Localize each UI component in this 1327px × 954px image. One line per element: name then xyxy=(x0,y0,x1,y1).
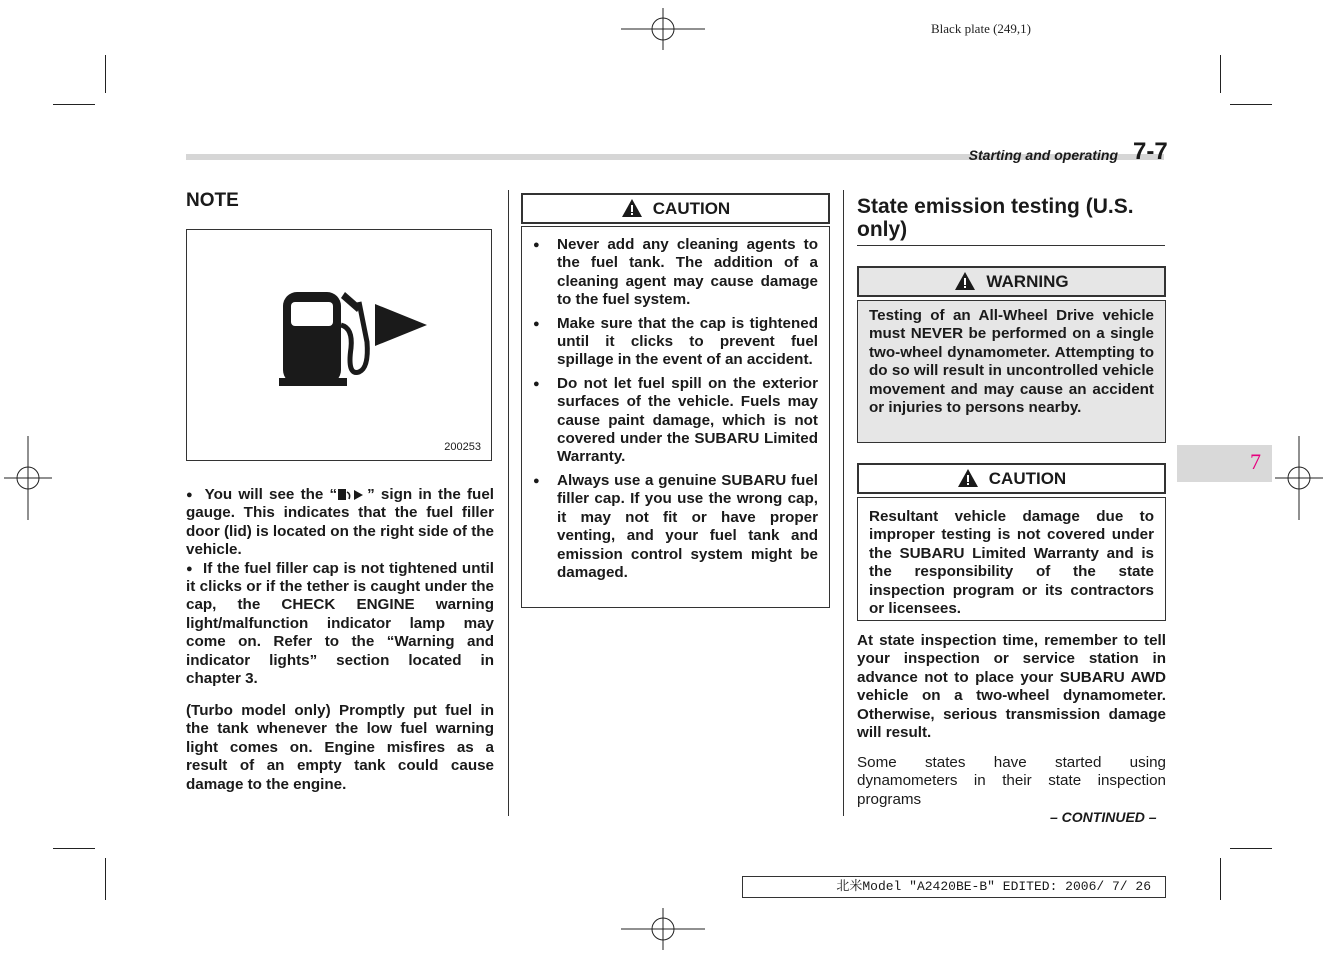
list-item: ● Make sure that the cap is tightened until it clicks to prevent fuel spillage in the event of an accident. xyxy=(533,314,818,369)
fuel-pump-icon xyxy=(187,230,493,462)
figure-code: 200253 xyxy=(444,441,481,453)
caution-box-right: Resultant vehicle damage due to improper testing is not covered under the SUBARU Limited Warranty and is the responsibility of the state inspection program or its contractors or licensees. xyxy=(857,497,1166,621)
warning-triangle-icon xyxy=(621,198,643,218)
warning-header xyxy=(857,266,1166,297)
fuel-gauge-figure xyxy=(186,229,492,461)
warning-triangle-icon xyxy=(954,271,976,291)
warning-title: WARNING xyxy=(986,272,1069,291)
inspection-paragraph: At state inspection time, remember to tell your inspection or service station in advance not to place your SUBARU AWD vehicle on a two-wheel dynamometer. Otherwise, serious transmission damage will result. xyxy=(857,632,1166,742)
bullet2-text: If the fuel filler cap is not tightened until it clicks or if the tether is caught under the cap, the CHECK ENGINE warning light/malfunction indicator lamp may come on. Refer to the “Warning and indicator lights” section located in chapter 3. xyxy=(186,559,494,688)
note-title: NOTE xyxy=(186,190,239,211)
left-bullets xyxy=(186,486,494,688)
list-item: ● Never add any cleaning agents to the fuel tank. The addition of a cleaning agent may cause damage to the fuel system. xyxy=(533,236,818,309)
list-item: ● Always use a genuine SUBARU fuel filler cap. If you use the wrong cap, it may not fit or have proper venting, and your fuel tank and emission control system might be damaged. xyxy=(533,471,818,581)
bullet-item: ● You will see the “ ” sign in the fuel gauge. This indicates that the fuel filler door (lid) is located on the right side of the vehicle. xyxy=(186,486,494,559)
section-heading: State emission testing (U.S. only) xyxy=(857,195,1165,246)
turbo-note: (Turbo model only) Promptly put fuel in the tank whenever the low fuel warning light comes on. Engine misfires as a result of an empty tank could cause damage to the engine. xyxy=(186,702,494,793)
registration-mark-top xyxy=(621,4,705,50)
plate-label: Black plate (249,1) xyxy=(931,21,1031,36)
warning-box: Testing of an All-Wheel Drive vehicle must NEVER be performed on a single two-wheel dynamometer. Attempting to do so will result in uncontrolled vehicle movement and may cause an accident or injuries to persons nearby. xyxy=(857,300,1166,443)
column-divider-right xyxy=(843,190,844,816)
edit-stamp: 北米Model "A2420BE-B" EDITED: 2006/ 7/ 26 xyxy=(742,876,1166,898)
bullet1-post: ” sign in the fuel gauge. This indicates that the fuel filler door (lid) is located on the right side of the vehicle. xyxy=(186,486,494,559)
chapter-tab-number: 7 xyxy=(1250,449,1261,474)
registration-mark-bottom xyxy=(621,908,705,954)
bullet1-pre: You will see the “ xyxy=(204,486,338,503)
dynamometer-paragraph: Some states have started using dynamometers in their state inspection programs xyxy=(857,754,1166,808)
section-title: Starting and operating xyxy=(968,147,1118,163)
warning-triangle-icon xyxy=(957,468,979,488)
bullet-item: ● If the fuel filler cap is not tightened until it clicks or if the tether is caught under the cap, the CHECK ENGINE warning light/malfunction indicator lamp may come on. Refer to the “Warning and indicator lights” section located in chapter 3. xyxy=(186,559,494,688)
caution-header-right xyxy=(857,463,1166,494)
caution-title-right: CAUTION xyxy=(988,469,1067,488)
list-item: ● Do not let fuel spill on the exterior surfaces of the vehicle. Fuels may cause paint damage, which is not covered under the SUBARU Limited Warranty. xyxy=(533,374,818,466)
page-number: 7-7 xyxy=(1133,138,1168,165)
fuel-door-icon xyxy=(337,487,367,501)
registration-mark-right xyxy=(1275,436,1323,520)
caution-title-middle: CAUTION xyxy=(652,199,731,218)
registration-mark-left xyxy=(4,436,52,520)
chapter-tab xyxy=(1177,445,1272,482)
caution-box-middle xyxy=(521,226,830,608)
caution-list xyxy=(533,236,818,582)
caution-header-middle xyxy=(521,193,830,224)
continued-label: – CONTINUED – xyxy=(1050,809,1157,825)
column-divider-left xyxy=(508,190,509,816)
